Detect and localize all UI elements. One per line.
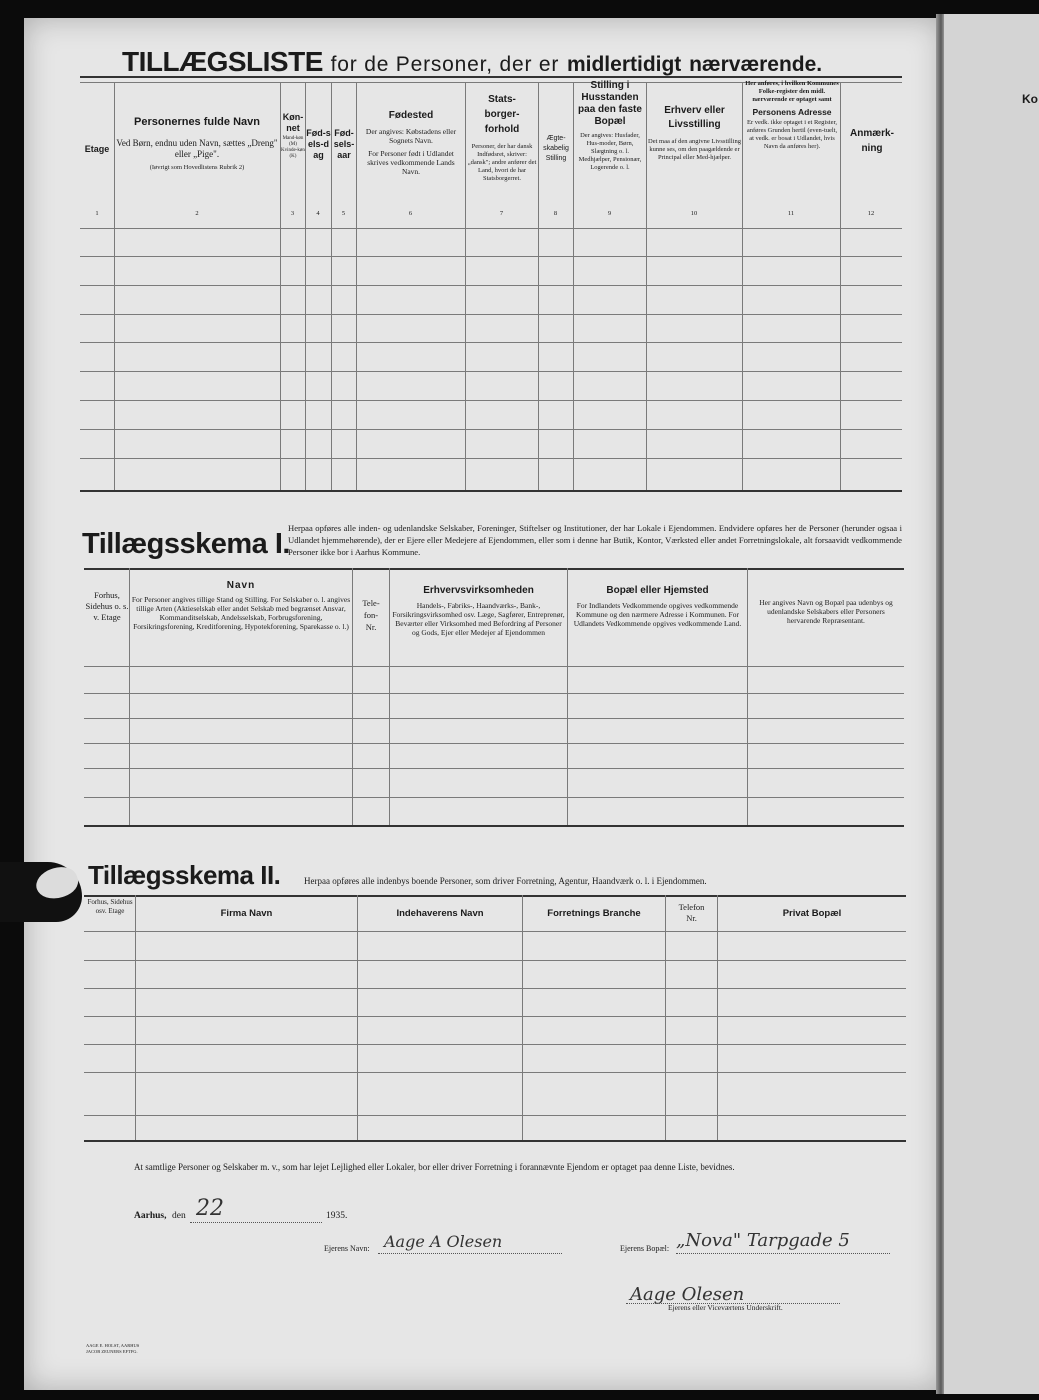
col-foedselsaar-header: Fød-sels-aar: [333, 128, 355, 160]
owner-signature: Aage Olesen: [630, 1284, 745, 1305]
col-stilling-note: Der angives: Husfader, Hus-moder, Børn, Slægtning o. l. Medhjælper, Pensionær, Logerende o. l.: [578, 132, 642, 171]
skema1-erhverv-title: Erhvervsvirksomheden: [423, 585, 534, 596]
skema1-bopael-title: Bopæl eller Hjemsted: [606, 585, 709, 596]
col-adresse-pre: Her anføres, i hvilken Kommunes Folke-register den midl. nærværende er optaget samt: [745, 80, 839, 103]
skema2-col-firma: Firma Navn: [220, 908, 273, 919]
skema1-header-line: [84, 666, 904, 667]
footer-date: 22: [196, 1196, 224, 1221]
col-erhverv-note: Det maa af den angivne Livsstilling kunne ses, om den paagældende er Principal eller Med-hjælper.: [648, 138, 741, 161]
skema1-top-rule: [84, 568, 904, 570]
skema1-col-etage: Forhus, Sidehus o. s. v. Etage: [85, 590, 129, 622]
skema2-col-divider: [357, 895, 358, 1140]
col-foedested-note: Der angives: Købstadens eller Sognets Navn.: [365, 127, 457, 145]
skema2-col-telefon: Telefon Nr.: [678, 902, 705, 923]
col-adresse-note: Er vedk. ikke optaget i et Register, anføres Grunden hertil (even-tuelt, at vedk. er bosat i Udlandet, hvis Navn da anføres her).: [746, 119, 838, 150]
skema2-row-line: [84, 1072, 906, 1073]
title-rest: for de Personer, der er: [330, 53, 560, 76]
skema1-bopael-note: For Indlandets Vedkommende opgives vedkommende Kommune og den nærmere Adresse i Kommunen. For Udlandets Vedkommende opgives vedkommende Land.: [573, 601, 742, 628]
printer-imprint: AAGE E. HOLST, AARHUS JACOB ZEUNERS EFTFG.: [86, 1343, 140, 1354]
skema1-row-line: [84, 768, 904, 769]
skema2-row-line: [84, 1044, 906, 1045]
footer-statement: At samtlige Personer og Selskaber m. v., som har lejet Lejlighed eller Lokaler, bor eller driver Forretning i forannævnte Ejendom er optaget paa denne Liste, bevidnes.: [134, 1162, 735, 1172]
skema2-row-line: [84, 1115, 906, 1116]
row-line: [80, 429, 902, 430]
skema2-row-line: [84, 988, 906, 989]
facing-page: [944, 14, 1039, 1394]
skema2-col-divider: [717, 895, 718, 1140]
skema2-top-rule: [84, 895, 906, 897]
date-line: [190, 1222, 322, 1223]
row-line: [80, 400, 902, 401]
facing-page-text: Ko: [1022, 92, 1038, 106]
skema2-intro: Herpaa opføres alle indenbys boende Personer, som driver Forretning, Agentur, Haandværk o. l. i Ejendommen.: [304, 876, 707, 886]
skema2-row-line: [84, 1016, 906, 1017]
title-main: TILLÆGSLISTE: [122, 46, 323, 77]
col-number: 10: [690, 210, 698, 217]
col-number: 3: [290, 210, 295, 217]
col-foedested-title: Fødested: [388, 110, 434, 121]
skema2-col-branche: Forretnings Branche: [547, 908, 641, 919]
skema1-col-divider: [747, 568, 748, 825]
col-stilling-title: Stilling i Husstanden paa den faste Bopæl: [578, 80, 642, 127]
title-bold: midlertidigt: [566, 53, 682, 76]
col-adresse-title: Personens Adresse: [752, 107, 832, 117]
skema1-col-erhverv: [391, 585, 566, 637]
skema1-col-divider: [389, 568, 390, 825]
skema2-row-line: [84, 960, 906, 961]
col-adresse-header: [744, 80, 840, 151]
col-number: 11: [787, 210, 795, 217]
col-name-note2: (Iøvrigt som Hovedlistens Rubrik 2): [149, 164, 245, 171]
footer-den: den: [172, 1211, 186, 1221]
address-line: [676, 1253, 890, 1254]
row-line: [80, 371, 902, 372]
skema2-title: Tillægsskema II.: [88, 860, 281, 890]
col-name-header: [116, 116, 278, 172]
skema2-col-bopael: Privat Bopæl: [782, 908, 842, 919]
col-name-note: Ved Børn, endnu uden Navn, sættes „Dreng" eller „Pige".: [116, 138, 278, 159]
skema1-row-line: [84, 718, 904, 719]
top-rule: [80, 76, 902, 78]
skema1-bottom-rule: [84, 825, 904, 827]
skema1-title: Tillægsskema I.: [82, 528, 290, 560]
col-number: 5: [341, 210, 346, 217]
signature-label: Ejerens eller Viceværtens Underskrift.: [668, 1303, 783, 1312]
owner-name: Aage A Olesen: [384, 1232, 503, 1251]
header-bottom-line: [80, 228, 902, 229]
skema2-col-indehaver: Indehaverens Navn: [396, 908, 484, 919]
col-foedselsdag-header: Fød-sels-dag: [306, 128, 331, 160]
col-number: 1: [95, 210, 99, 217]
col-number: 2: [195, 210, 199, 217]
col-number: 6: [408, 210, 413, 217]
form-page: [24, 18, 942, 1390]
skema1-col-repraesentant: Her angives Navn og Bopæl paa udenbys og udenlandske Selskabers eller Personers hervarende Repræsentant.: [759, 598, 893, 625]
skema1-intro: Herpaa opføres alle inden- og udenlandske Selskaber, Foreninger, Stiftelser og Institutioner, der har Lokale i Ejendommen. Endvidere opføres her de Personer (herunder ogsaa i Udlandet hjemmehørende), der er Ejere eller Medejere af Ejendommen, eller som i denne har Butik, Kontor, Værksted eller andet Forretningslokale, alt forsaavidt vedkommende Personer ikke bor i Aarhus Kommune.: [288, 523, 902, 557]
skema2-col-divider: [522, 895, 523, 1140]
col-etage-header: Etage: [84, 144, 110, 154]
col-erhverv-title: Erhverv eller Livsstilling: [664, 105, 725, 130]
skema2-col-divider: [135, 895, 136, 1140]
footer-city: Aarhus,: [134, 1211, 167, 1221]
col-koen-header: [281, 112, 305, 160]
col-koen-note: Mand-køn (M) Kvinde-køn (K): [281, 136, 305, 159]
skema1-col-telefon: Tele-fon-Nr.: [362, 598, 380, 632]
owner-label: Ejerens Navn:: [324, 1244, 370, 1253]
tillaegsliste-title: [122, 46, 822, 78]
col-number: 7: [499, 210, 504, 217]
col-aegteskab-header: Ægte-skabelig Stilling: [543, 135, 569, 162]
col-number: 12: [867, 210, 875, 217]
skema1-navn-note: For Personer angives tillige Stand og Stilling. For Selskaber o. l. angives tillige Arten (Aktieselskab eller andet Selskab med begrænset Ansvar, Kommanditselskab, Andelsselskab, Forbrugsforening, Forsikringsforening, Kreditforening, Hypotekforening, Sparekasse o. l.): [131, 595, 351, 631]
skema1-row-line: [84, 693, 904, 694]
skema1-navn-title: Navn: [226, 580, 256, 591]
skema1-row-line: [84, 743, 904, 744]
row-line: [80, 458, 902, 459]
col-name-title: Personernes fulde Navn: [134, 116, 260, 128]
col-number: 4: [316, 210, 320, 217]
row-line: [80, 342, 902, 343]
skema1-col-divider: [567, 568, 568, 825]
table-bottom-rule: [80, 490, 902, 492]
col-statsborger-header: [466, 92, 538, 183]
col-number: 8: [553, 210, 558, 217]
col-erhverv-header: [647, 104, 742, 162]
skema2-col-etage: Forhus, Sidehus osv. Etage: [87, 898, 133, 915]
col-foedested-header: [358, 110, 464, 176]
row-line: [80, 285, 902, 286]
title-end: nærværende.: [689, 53, 823, 76]
col-anmaerkning-header: Anmærk-ning: [850, 128, 894, 154]
col-foedested-note2: For Personer født i Udlandet skrives vedkommende Lands Navn.: [367, 149, 455, 176]
skema2-header-line: [84, 931, 906, 932]
skema1-col-navn: [131, 580, 351, 631]
footer-year: 1935.: [326, 1211, 348, 1221]
skema1-col-divider: [129, 568, 130, 825]
skema2-bottom-rule: [84, 1140, 906, 1142]
skema1-row-line: [84, 797, 904, 798]
col-number: 9: [607, 210, 612, 217]
address-label: Ejerens Bopæl:: [620, 1244, 670, 1253]
owner-address: „Nova" Tarpgade 5: [676, 1230, 850, 1251]
col-statsborger-title: Stats-borger-forhold: [484, 94, 520, 135]
col-koen-title: Køn-net: [282, 112, 304, 133]
skema2-col-divider: [665, 895, 666, 1140]
row-line: [80, 314, 902, 315]
skema1-col-bopael: [569, 585, 746, 628]
row-line: [80, 256, 902, 257]
col-statsborger-note: Personer, der har dansk Indfødsret, skriver: „dansk"; andre anfører det Land, hvori de har Statsborgerret.: [467, 143, 537, 182]
col-stilling-header: [575, 80, 645, 172]
owner-line: [378, 1253, 562, 1254]
skema1-erhverv-note: Handels-, Fabriks-, Haandværks-, Bank-, Forsikringsvirksomhed osv. Læge, Sagfører, Entreprenør, Beværter eller Virksomhed med Befordring af Personer og Gods, Ejer eller Medejer af Ejendommen: [392, 601, 565, 637]
